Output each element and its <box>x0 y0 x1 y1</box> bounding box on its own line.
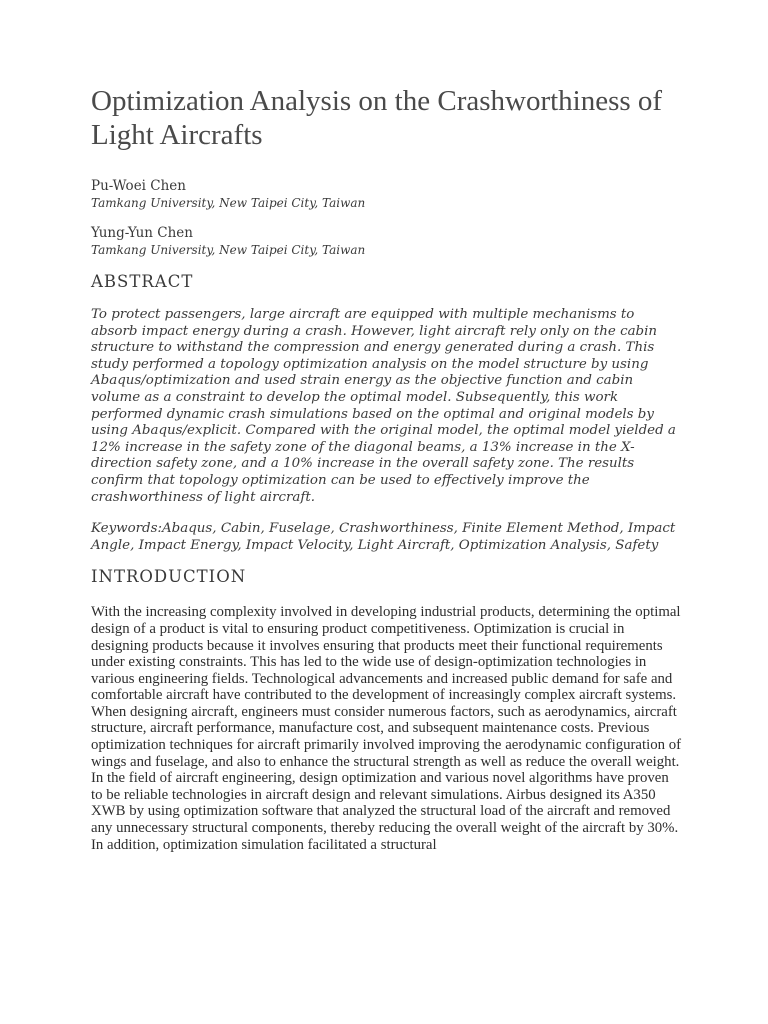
keywords: Keywords:Abaqus, Cabin, Fuselage, Crashworthiness, Finite Element Method, Impact Angle, Impact Energy, Impact Velocity, Light Aircraft, Optimization Analysis, Safety <box>91 521 676 553</box>
author-affiliation: Tamkang University, New Taipei City, Taiwan <box>91 196 366 210</box>
introduction-text: With the increasing complexity involved in developing industrial products, determining the optimal design of a product is vital to ensuring product competitiveness. Optimization is crucial in designing products because it involves ensuring that products meet their functional requirements under existing constraints. This has led to the wide use of design-optimization technologies in various engineering fields. Technological advancements and increased public demand for safe and comfortable aircraft have contributed to the development of increasingly complex aircraft systems. When designing aircraft, engineers must consider numerous factors, such as aerodynamics, aircraft structure, aircraft performance, manufacture cost, and subsequent maintenance costs. Previous optimization techniques for aircraft primarily involved improving the aerodynamic configuration of wings and fuselage, and also to enhance the structural strength as well as reduce the overall weight. In the field of aircraft engineering, design optimization and various novel algorithms have proven to be reliable technologies in aircraft design and relevant simulations. Airbus designed its A350 XWB by using optimization software that analyzed the structural load of the aircraft and removed any unnecessary structural components, thereby reducing the overall weight of the aircraft by 30%. In addition, optimization simulation facilitated a structural <box>91 604 682 853</box>
abstract-heading: ABSTRACT <box>91 272 194 291</box>
author-name: Pu-Woei Chen <box>91 178 186 194</box>
introduction-heading: INTRODUCTION <box>91 567 247 587</box>
abstract-text: To protect passengers, large aircraft are equipped with multiple mechanisms to absorb impact energy during a crash. However, light aircraft rely only on the cabin structure to withstand the compression and energy generated during a crash. This study performed a topology optimization analysis on the model structure by using Abaqus/optimization and used strain energy as the objective function and cabin volume as a constraint to develop the optimal model. Subsequently, this work performed dynamic crash simulations based on the optimal and original models by using Abaqus/explicit. Compared with the original model, the optimal model yielded a 12% increase in the safety zone of the diagonal beams, a 13% increase in the X-direction safety zone, and a 10% increase in the overall safety zone. The results confirm that topology optimization can be used to effectively improve the crashworthiness of light aircraft. <box>91 307 676 505</box>
author-affiliation: Tamkang University, New Taipei City, Taiwan <box>91 243 366 257</box>
author-name: Yung-Yun Chen <box>91 225 193 241</box>
paper-title: Optimization Analysis on the Crashworthiness of Light Aircrafts <box>91 85 663 151</box>
author-block-1 <box>91 178 683 211</box>
paper-page <box>91 84 683 853</box>
author-block-2 <box>91 225 683 258</box>
